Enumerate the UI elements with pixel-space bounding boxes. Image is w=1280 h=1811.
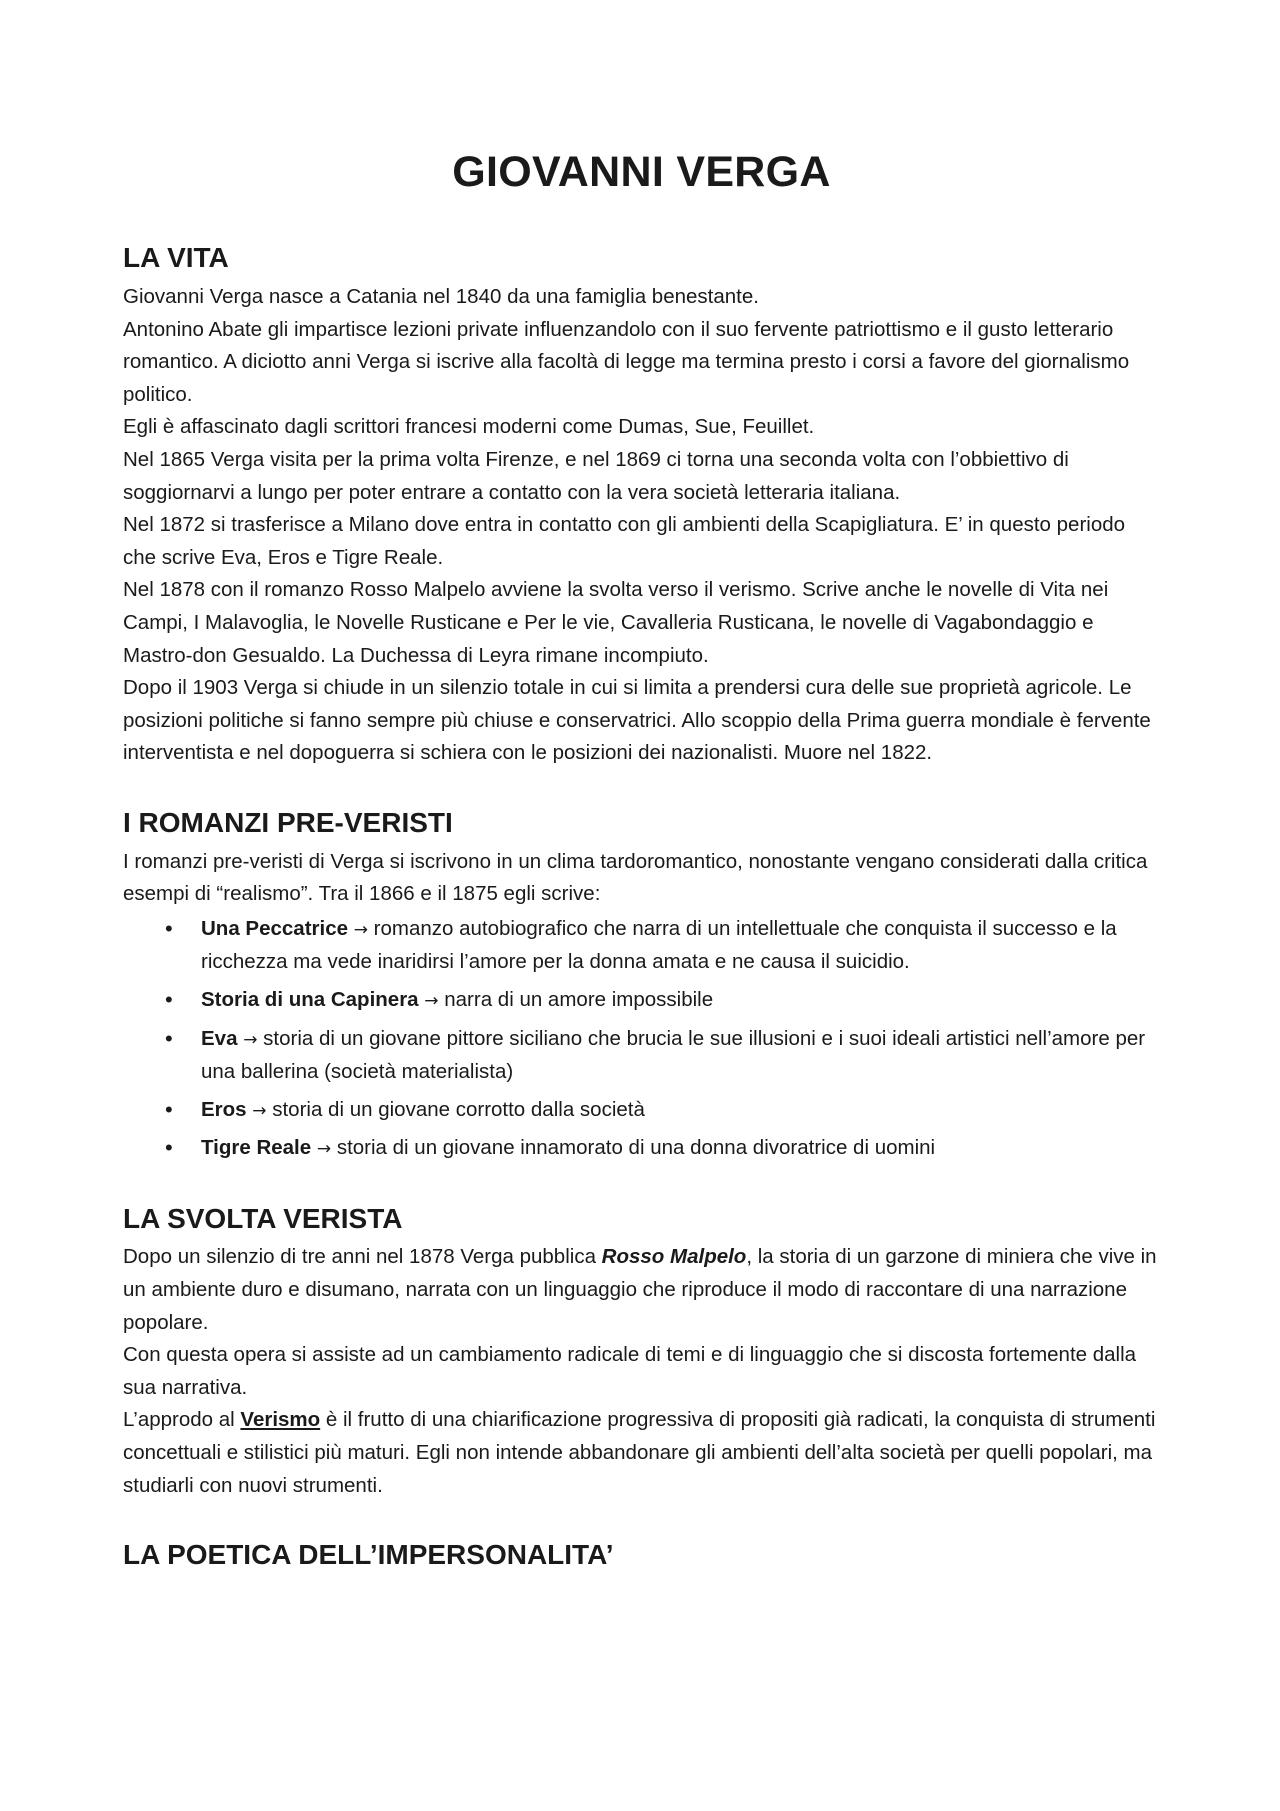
novel-title: Eros (201, 1097, 247, 1121)
section-poetica-impersonalita (123, 1538, 1160, 1572)
list-item (123, 1023, 1160, 1089)
paragraph: I romanzi pre-veristi di Verga si iscrivono in un clima tardoromantico, nonostante vengano considerati dalla critica esempi di “realismo”. Tra il 1866 e il 1875 egli scrive: (123, 849, 1148, 906)
paragraph: Antonino Abate gli impartisce lezioni private influenzandolo con il suo fervente patriottismo e il gusto letterario romantico. A diciotto anni Verga si iscrive alla facoltà di legge ma termina presto i corsi a favore del giornalismo politico. (123, 317, 1130, 406)
novel-list (123, 913, 1160, 1166)
novel-description: storia di un giovane pittore siciliano che brucia le sue illusioni e i suoi ideali artistici nell’amore per una ballerina (società materialista) (201, 1026, 1146, 1084)
arrow-right-icon: → (243, 1029, 258, 1050)
novel-title: Tigre Reale (201, 1136, 312, 1160)
arrow-right-icon: → (353, 919, 368, 940)
novel-description: narra di un amore impossibile (444, 987, 714, 1011)
list-item (123, 913, 1160, 979)
document-title: GIOVANNI VERGA (452, 148, 831, 196)
novel-title: Eva (201, 1026, 238, 1050)
text-run: , la storia di un garzone di miniera che vive in un ambiente duro e disumano, narrata con un linguaggio che riproduce il modo di raccontare di una narrazione popolare. (123, 1245, 1157, 1334)
section-la-vita (123, 241, 1160, 770)
arrow-right-icon: → (316, 1139, 332, 1160)
text-run: Dopo un silenzio di tre anni nel 1878 Verga pubblica (123, 1245, 602, 1269)
list-item (123, 1094, 1160, 1128)
list-item (123, 1132, 1160, 1166)
section-heading: LA VITA (123, 242, 229, 274)
text-run: L’approdo al (123, 1408, 241, 1432)
bullet-icon: • (165, 1025, 173, 1051)
section-romanzi-pre-veristi (123, 806, 1160, 1166)
bullet-icon: • (165, 1096, 173, 1122)
text-run: è il frutto di una chiarificazione progressiva di propositi già radicati, la conquista di strumenti concettuali e stilistici più maturi. Egli non intende abbandonare gli ambienti dell’alta società per quelli popolari, ma studiarli con nuovi strumenti. (123, 1408, 1156, 1497)
paragraph (123, 1241, 1160, 1339)
section-heading: LA SVOLTA VERISTA (123, 1202, 403, 1234)
bullet-icon: • (165, 986, 173, 1012)
paragraph: Dopo il 1903 Verga si chiude in un silenzio totale in cui si limita a prendersi cura delle sue proprietà agricole. Le posizioni politiche si fanno sempre più chiuse e conservatrici. Allo scoppio della Prima guerra mondiale è fervente interventista e nel dopoguerra si schiera con le posizioni dei nazionalisti. Muore nel 1822. (123, 676, 1151, 765)
paragraph: Giovanni Verga nasce a Catania nel 1840 da una famiglia benestante. (123, 285, 759, 309)
arrow-right-icon: → (424, 990, 439, 1011)
novel-title: Storia di una Capinera (201, 987, 419, 1011)
section-heading: LA POETICA DELL’IMPERSONALITA’ (123, 1539, 614, 1571)
emphasized-title: Rosso Malpelo (601, 1245, 747, 1269)
paragraph: Nel 1878 con il romanzo Rosso Malpelo avviene la svolta verso il verismo. Scrive anche le novelle di Vita nei Campi, I Malavoglia, le Novelle Rusticane e Per le vie, Cavalleria Rusticana, le novelle di Vagabondaggio e Mastro-don Gesualdo. La Duchessa di Leyra rimane incompiuto. (123, 578, 1109, 667)
bullet-icon: • (165, 915, 173, 941)
paragraph (123, 1404, 1160, 1502)
section-svolta-verista (123, 1202, 1160, 1502)
novel-description: storia di un giovane corrotto dalla società (272, 1097, 645, 1121)
list-item (123, 984, 1160, 1018)
novel-title: Una Peccatrice (201, 916, 349, 940)
paragraph: Egli è affascinato dagli scrittori francesi moderni come Dumas, Sue, Feuillet. (123, 415, 815, 439)
section-heading: I ROMANZI PRE-VERISTI (123, 806, 453, 838)
paragraph: Con questa opera si assiste ad un cambiamento radicale di temi e di linguaggio che si discosta fortemente dalla sua narrativa. (123, 1343, 1137, 1399)
arrow-right-icon: → (252, 1100, 267, 1121)
bullet-icon: • (165, 1135, 173, 1161)
novel-description: romanzo autobiografico che narra di un intellettuale che conquista il successo e la ricchezza ma vede inaridirsi l’amore per la donna amata e ne causa il suicidio. (201, 916, 1117, 974)
novel-description: storia di un giovane innamorato di una donna divoratrice di uomini (336, 1136, 936, 1160)
paragraph: Nel 1865 Verga visita per la prima volta Firenze, e nel 1869 ci torna una seconda volta con l’obbiettivo di soggiornarvi a lungo per poter entrare a contatto con la vera società letteraria italiana. (123, 448, 1069, 504)
paragraph: Nel 1872 si trasferisce a Milano dove entra in contatto con gli ambienti della Scapigliatura. E’ in questo periodo che scrive Eva, Eros e Tigre Reale. (123, 513, 1126, 569)
emphasized-term: Verismo (240, 1408, 321, 1432)
